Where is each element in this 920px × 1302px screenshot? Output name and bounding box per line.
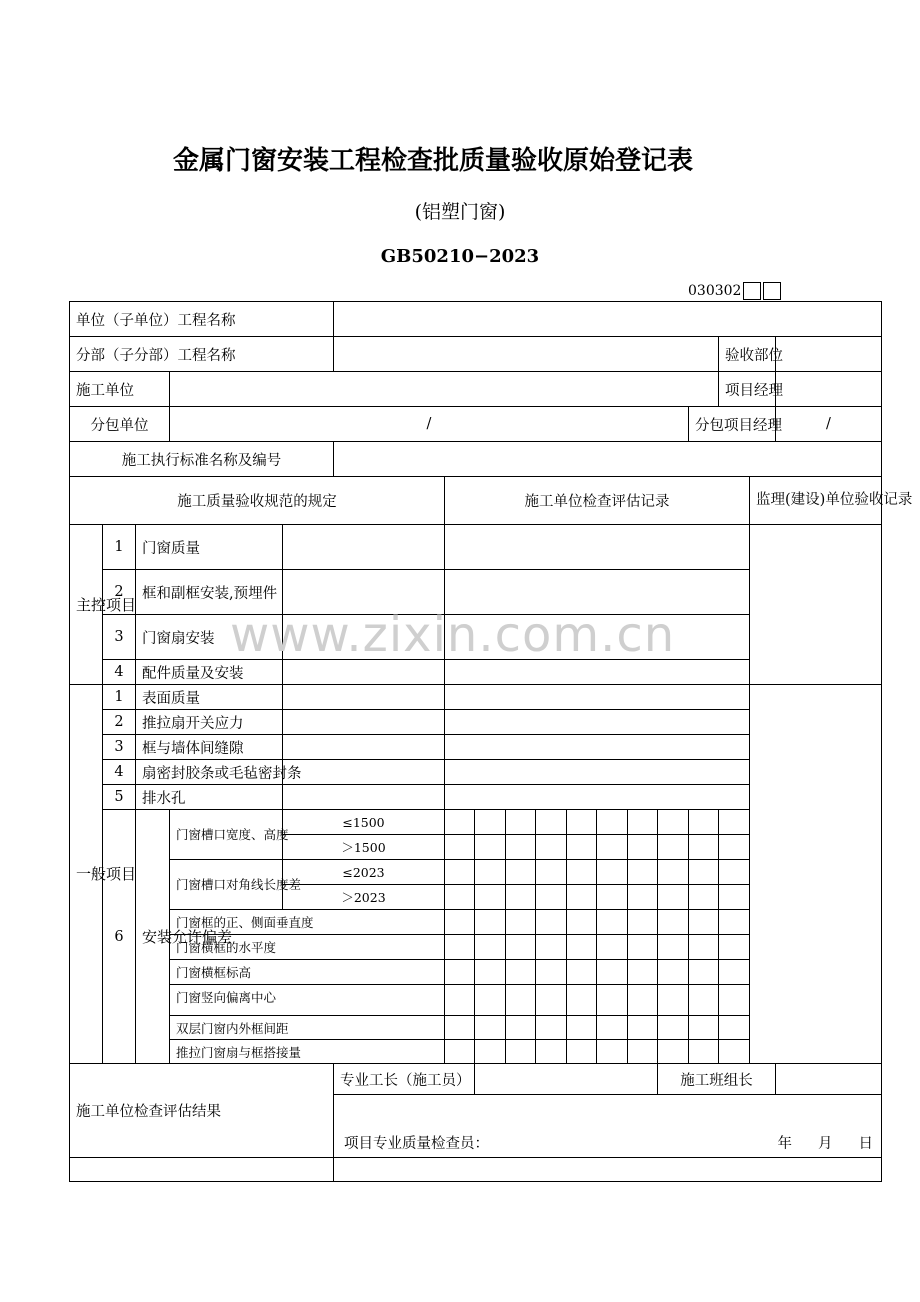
item-text: 排水孔 [136,785,283,810]
measure-cell[interactable] [506,1040,536,1064]
slot-diagonal-limit-b: ＞2023 [283,885,445,910]
measure-cell[interactable] [567,935,597,960]
measure-cell[interactable] [475,935,506,960]
item-requirement[interactable] [283,735,445,760]
page-title: 金属门窗安装工程检查批质量验收原始登记表 [172,146,693,176]
measure-cell[interactable] [475,910,506,935]
tolerance-item: 门窗横框的水平度 [170,935,445,960]
tolerance-value[interactable] [445,985,475,1016]
code-box[interactable] [763,282,781,300]
measure-cell[interactable] [689,910,719,935]
measure-cell[interactable] [628,860,658,885]
measure-cell[interactable] [689,1016,719,1040]
measure-cell[interactable] [536,935,567,960]
measure-cell[interactable] [719,810,750,835]
item-number: 1 [103,525,136,570]
measure-cell[interactable] [628,885,658,910]
item-requirement[interactable] [283,785,445,810]
project-manager-label: 项目经理 [719,372,776,407]
item-text: 配件质量及安装 [136,660,283,685]
measure-cell[interactable] [628,960,658,985]
measure-cell[interactable] [689,1040,719,1064]
inspector-label: 项目专业质量检查员： [344,1136,489,1152]
item-number: 4 [103,760,136,785]
division-name-field[interactable] [334,337,719,372]
item-record[interactable] [445,615,750,660]
unit-name-field[interactable] [334,302,882,337]
record-header: 施工单位检查评估记录 [445,477,750,525]
division-name-label: 分部（子分部）工程名称 [70,337,334,372]
supervision-header: 监理(建设)单位验收记录 [750,477,882,525]
measure-cell[interactable] [719,860,750,885]
measure-cell[interactable] [689,835,719,860]
slot-width-label: 门窗槽口宽度、高度 [170,810,283,860]
measure-cell[interactable] [689,885,719,910]
measure-cell[interactable] [628,910,658,935]
item-number: 2 [103,570,136,615]
measure-cell[interactable] [506,885,536,910]
measure-cell[interactable] [689,810,719,835]
measure-cell[interactable] [628,835,658,860]
measure-cell[interactable] [475,885,506,910]
measure-cell[interactable] [658,835,689,860]
measure-cell[interactable] [658,1040,689,1064]
item-requirement[interactable] [283,760,445,785]
construction-unit-label: 施工单位 [70,372,170,407]
measure-cell[interactable] [475,985,506,1016]
spec-header: 施工质量验收规范的规定 [70,477,445,525]
measure-cell[interactable] [597,1016,628,1040]
measure-cell[interactable] [719,985,750,1016]
item-requirement[interactable] [283,570,445,615]
item-record[interactable] [445,525,750,570]
measure-cell[interactable] [719,910,750,935]
acceptance-part-field[interactable] [776,337,882,372]
sub-pm-label: 分包项目经理 [689,407,776,442]
item-text: 门窗质量 [136,525,283,570]
measure-cell[interactable] [658,910,689,935]
measure-cell[interactable] [597,910,628,935]
measure-cell[interactable] [475,1016,506,1040]
item-requirement[interactable] [283,685,445,710]
measure-cell[interactable] [658,960,689,985]
item-requirement[interactable] [283,710,445,735]
subcontractor-label: 分包单位 [70,407,170,442]
result-label: 施工单位检查评估结果 [70,1064,334,1158]
team-leader-field[interactable] [776,1064,882,1095]
item-number: 1 [103,685,136,710]
extra-label-cell [70,1158,334,1182]
measure-cell[interactable] [597,885,628,910]
measure-cell[interactable] [628,985,658,1016]
item-record[interactable] [445,710,750,735]
measure-cell[interactable] [689,960,719,985]
measure-cell[interactable] [567,910,597,935]
measure-cell[interactable] [597,960,628,985]
subcontractor-value[interactable]: / [170,407,689,442]
item-record[interactable] [445,735,750,760]
measure-cell[interactable] [567,1016,597,1040]
team-leader-label: 施工班组长 [658,1064,776,1095]
measure-cell[interactable] [475,1040,506,1064]
tolerance-value[interactable] [445,1016,475,1040]
item-number: 5 [103,785,136,810]
form-code-number: 030302 [688,283,742,299]
item-number: 6 [103,810,136,1064]
measure-cell[interactable] [536,885,567,910]
slot-width-limit-b: ＞1500 [283,835,445,860]
measure-cell[interactable] [628,1016,658,1040]
measure-cell[interactable] [506,860,536,885]
item-text: 框和副框安装,预埋件 [136,570,283,615]
watermark: www.zixin.com.cn [230,607,676,663]
standard-code: GB50210−2023 [380,246,540,267]
item-number: 3 [103,735,136,760]
measure-cell[interactable] [658,985,689,1016]
acceptance-part-label: 验收部位 [719,337,776,372]
construction-unit-field[interactable] [170,372,719,407]
tolerance-value[interactable] [445,960,475,985]
day-label: 日 [858,1136,873,1152]
month-label: 月 [818,1136,833,1152]
measure-cell[interactable] [536,1040,567,1064]
sign-date [752,1132,874,1153]
slot-diagonal-label: 门窗槽口对角线长度差 [170,860,283,910]
measure-cell[interactable] [506,935,536,960]
item-number: 3 [103,615,136,660]
measure-cell[interactable] [719,960,750,985]
measure-cell[interactable] [689,860,719,885]
main-items-label: 主控项目 [70,525,103,685]
unit-name-label: 单位（子单位）工程名称 [70,302,334,337]
item-record[interactable] [445,785,750,810]
measure-cell[interactable] [567,1040,597,1064]
measure-cell[interactable] [567,835,597,860]
tolerance-label: 安装允许偏差 [136,810,170,1064]
item-requirement[interactable] [283,615,445,660]
item-requirement[interactable] [283,525,445,570]
tolerance-value[interactable] [445,810,475,835]
item-text: 推拉扇开关应力 [136,710,283,735]
measure-cell[interactable] [567,810,597,835]
measure-cell[interactable] [719,885,750,910]
measure-cell[interactable] [689,985,719,1016]
item-text: 表面质量 [136,685,283,710]
measure-cell[interactable] [597,835,628,860]
measure-cell[interactable] [658,810,689,835]
measure-cell[interactable] [506,960,536,985]
measure-cell[interactable] [658,1016,689,1040]
slot-width-limit-a: ≤1500 [283,810,445,835]
item-requirement[interactable] [283,660,445,685]
tolerance-item: 门窗竖向偏离中心 [170,985,445,1016]
main-supervision-cell[interactable] [750,525,882,685]
measure-cell[interactable] [597,1040,628,1064]
measure-cell[interactable] [658,885,689,910]
general-supervision-cell[interactable] [750,685,882,1064]
item-record[interactable] [445,660,750,685]
item-record[interactable] [445,760,750,785]
measure-cell[interactable] [536,910,567,935]
measure-cell[interactable] [475,810,506,835]
tolerance-value[interactable] [445,860,475,885]
measure-cell[interactable] [506,810,536,835]
tolerance-item: 门窗横框标高 [170,960,445,985]
measure-cell[interactable] [719,1016,750,1040]
item-number: 4 [103,660,136,685]
item-number: 2 [103,710,136,735]
sub-pm-value[interactable]: / [776,407,882,442]
tolerance-value[interactable] [445,835,475,860]
foreman-label: 专业工长（施工员） [334,1064,475,1095]
measure-cell[interactable] [536,835,567,860]
measure-cell[interactable] [719,1040,750,1064]
item-record[interactable] [445,570,750,615]
code-box[interactable] [743,282,761,300]
measure-cell[interactable] [567,885,597,910]
measure-cell[interactable] [658,935,689,960]
foreman-field[interactable] [475,1064,658,1095]
tolerance-value[interactable] [445,935,475,960]
measure-cell[interactable] [567,860,597,885]
measure-cell[interactable] [506,910,536,935]
general-items-label: 一般项目 [70,685,103,1064]
form-code [688,282,781,300]
standard-name-field[interactable] [334,442,882,477]
measure-cell[interactable] [536,860,567,885]
item-text: 框与墙体间缝隙 [136,735,283,760]
measure-cell[interactable] [506,835,536,860]
inspection-form [69,301,913,1182]
tolerance-value[interactable] [445,885,475,910]
measure-cell[interactable] [506,1016,536,1040]
standard-name-label: 施工执行标准名称及编号 [70,442,334,477]
slot-diagonal-limit-a: ≤2023 [283,860,445,885]
measure-cell[interactable] [597,985,628,1016]
measure-cell[interactable] [567,960,597,985]
project-manager-field[interactable] [776,372,882,407]
page-subtitle: (铝塑门窗) [414,201,506,223]
extra-field-cell[interactable] [334,1158,882,1182]
measure-cell[interactable] [475,960,506,985]
measure-cell[interactable] [536,985,567,1016]
tolerance-item: 推拉门窗扇与框搭接量 [170,1040,445,1064]
measure-cell[interactable] [597,810,628,835]
measure-cell[interactable] [475,835,506,860]
tolerance-value[interactable] [445,910,475,935]
tolerance-item: 双层门窗内外框间距 [170,1016,445,1040]
measure-cell[interactable] [536,1016,567,1040]
measure-cell[interactable] [719,835,750,860]
measure-cell[interactable] [536,810,567,835]
measure-cell[interactable] [689,935,719,960]
measure-cell[interactable] [597,860,628,885]
measure-cell[interactable] [567,985,597,1016]
item-text: 扇密封胶条或毛毡密封条 [136,760,283,785]
measure-cell[interactable] [658,860,689,885]
tolerance-value[interactable] [445,1040,475,1064]
measure-cell[interactable] [506,985,536,1016]
measure-cell[interactable] [719,935,750,960]
measure-cell[interactable] [597,935,628,960]
item-text: 门窗扇安装 [136,615,283,660]
measure-cell[interactable] [628,810,658,835]
measure-cell[interactable] [628,935,658,960]
measure-cell[interactable] [536,960,567,985]
inspector-cell[interactable] [334,1095,882,1158]
item-record[interactable] [445,685,750,710]
tolerance-item: 门窗框的正、侧面垂直度 [170,910,445,935]
measure-cell[interactable] [475,860,506,885]
year-label: 年 [777,1136,792,1152]
measure-cell[interactable] [628,1040,658,1064]
